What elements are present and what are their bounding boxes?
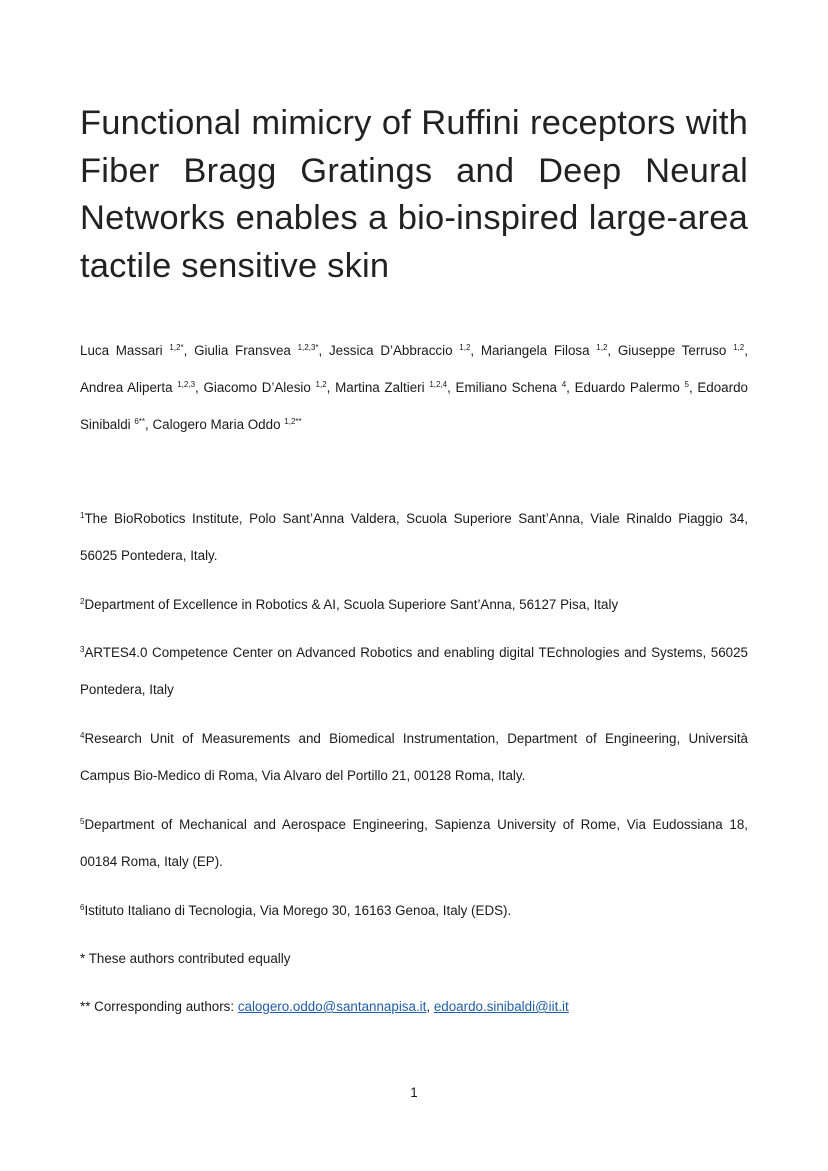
author: Giuseppe Terruso $^{1,2}$: [617, 343, 745, 358]
author: Edoardo Sinibaldi $^{6**}$: [80, 380, 748, 432]
email-link-oddo[interactable]: calogero.oddo@santannapisa.it: [237, 999, 427, 1014]
author: Luca Massari $^{1,2*}$: [80, 343, 184, 358]
corresponding-authors-note: ** Corresponding authors: calogero.oddo@santannapisa.it, edoardo.sinibaldi@iit.it: [80, 999, 569, 1014]
author: Andrea Aliperta $^{1,2,3}$: [80, 380, 196, 395]
author-list: Luca Massari $^{1,2*}$, Giulia Fransvea $^{1,2,3*}$, Jessica D’Abbraccio $^{1,2}$, Mariangela Filosa $^{1,2}$, Giuseppe Terruso $^{1,2}$, Andrea Aliperta $^{1,2,3}$, Giacomo D’Alesio $^{1,2}$, Martina Zaltieri $^{1,2,4}$, Emiliano Schena $^4$, Eduardo Palermo $^5$, Edoardo Sinibaldi $^{6**}$, Calogero Maria Oddo $^{1,2**}$: [80, 343, 748, 432]
email-link-sinibaldi[interactable]: edoardo.sinibaldi@iit.it: [433, 999, 569, 1014]
author: Emiliano Schena $^4$: [455, 380, 567, 395]
affiliation-4: $^4$Research Unit of Measurements and Biomedical Instrumentation, Department of Engineering, Università Campus Bio-Medico di Roma, Via Alvaro del Portillo 21, 00128 Roma, Italy.: [80, 731, 748, 783]
page-number: 1: [410, 1085, 418, 1100]
affiliation-5: $^5$Department of Mechanical and Aerospace Engineering, Sapienza University of Rome, Via Eudossiana 18, 00184 Roma, Italy (EP).: [80, 817, 748, 869]
affiliation-1: $^1$The BioRobotics Institute, Polo Sant’Anna Valdera, Scuola Superiore Sant’Anna, Viale Rinaldo Piaggio 34, 56025 Pontedera, Italy.: [80, 511, 748, 563]
author: Calogero Maria Oddo $^{1,2**}$: [152, 417, 302, 432]
author: Giacomo D’Alesio $^{1,2}$: [203, 380, 327, 395]
author: Martina Zaltieri $^{1,2,4}$: [335, 380, 448, 395]
author: Jessica D’Abbraccio $^{1,2}$: [328, 343, 471, 358]
affiliation-2: $^2$Department of Excellence in Robotics & AI, Scuola Superiore Sant’Anna, 56127 Pisa, Italy: [80, 597, 619, 612]
affiliation-3: $^3$ARTES4.0 Competence Center on Advanced Robotics and enabling digital TEchnologies and Systems, 56025 Pontedera, Italy: [80, 645, 748, 697]
author: Giulia Fransvea $^{1,2,3*}$: [194, 343, 319, 358]
affiliation-6: $^6$Istituto Italiano di Tecnologia, Via Morego 30, 16163 Genoa, Italy (EDS).: [80, 903, 512, 918]
equal-contribution-note: * These authors contributed equally: [80, 951, 291, 966]
author: Mariangela Filosa $^{1,2}$: [480, 343, 608, 358]
paper-title: Functional mimicry of Ruffini receptors with Fiber Bragg Gratings and Deep Neural Networks enables a bio-inspired large-area tactile sensitive skin: [80, 104, 748, 285]
author: Eduardo Palermo $^5$: [574, 380, 689, 395]
